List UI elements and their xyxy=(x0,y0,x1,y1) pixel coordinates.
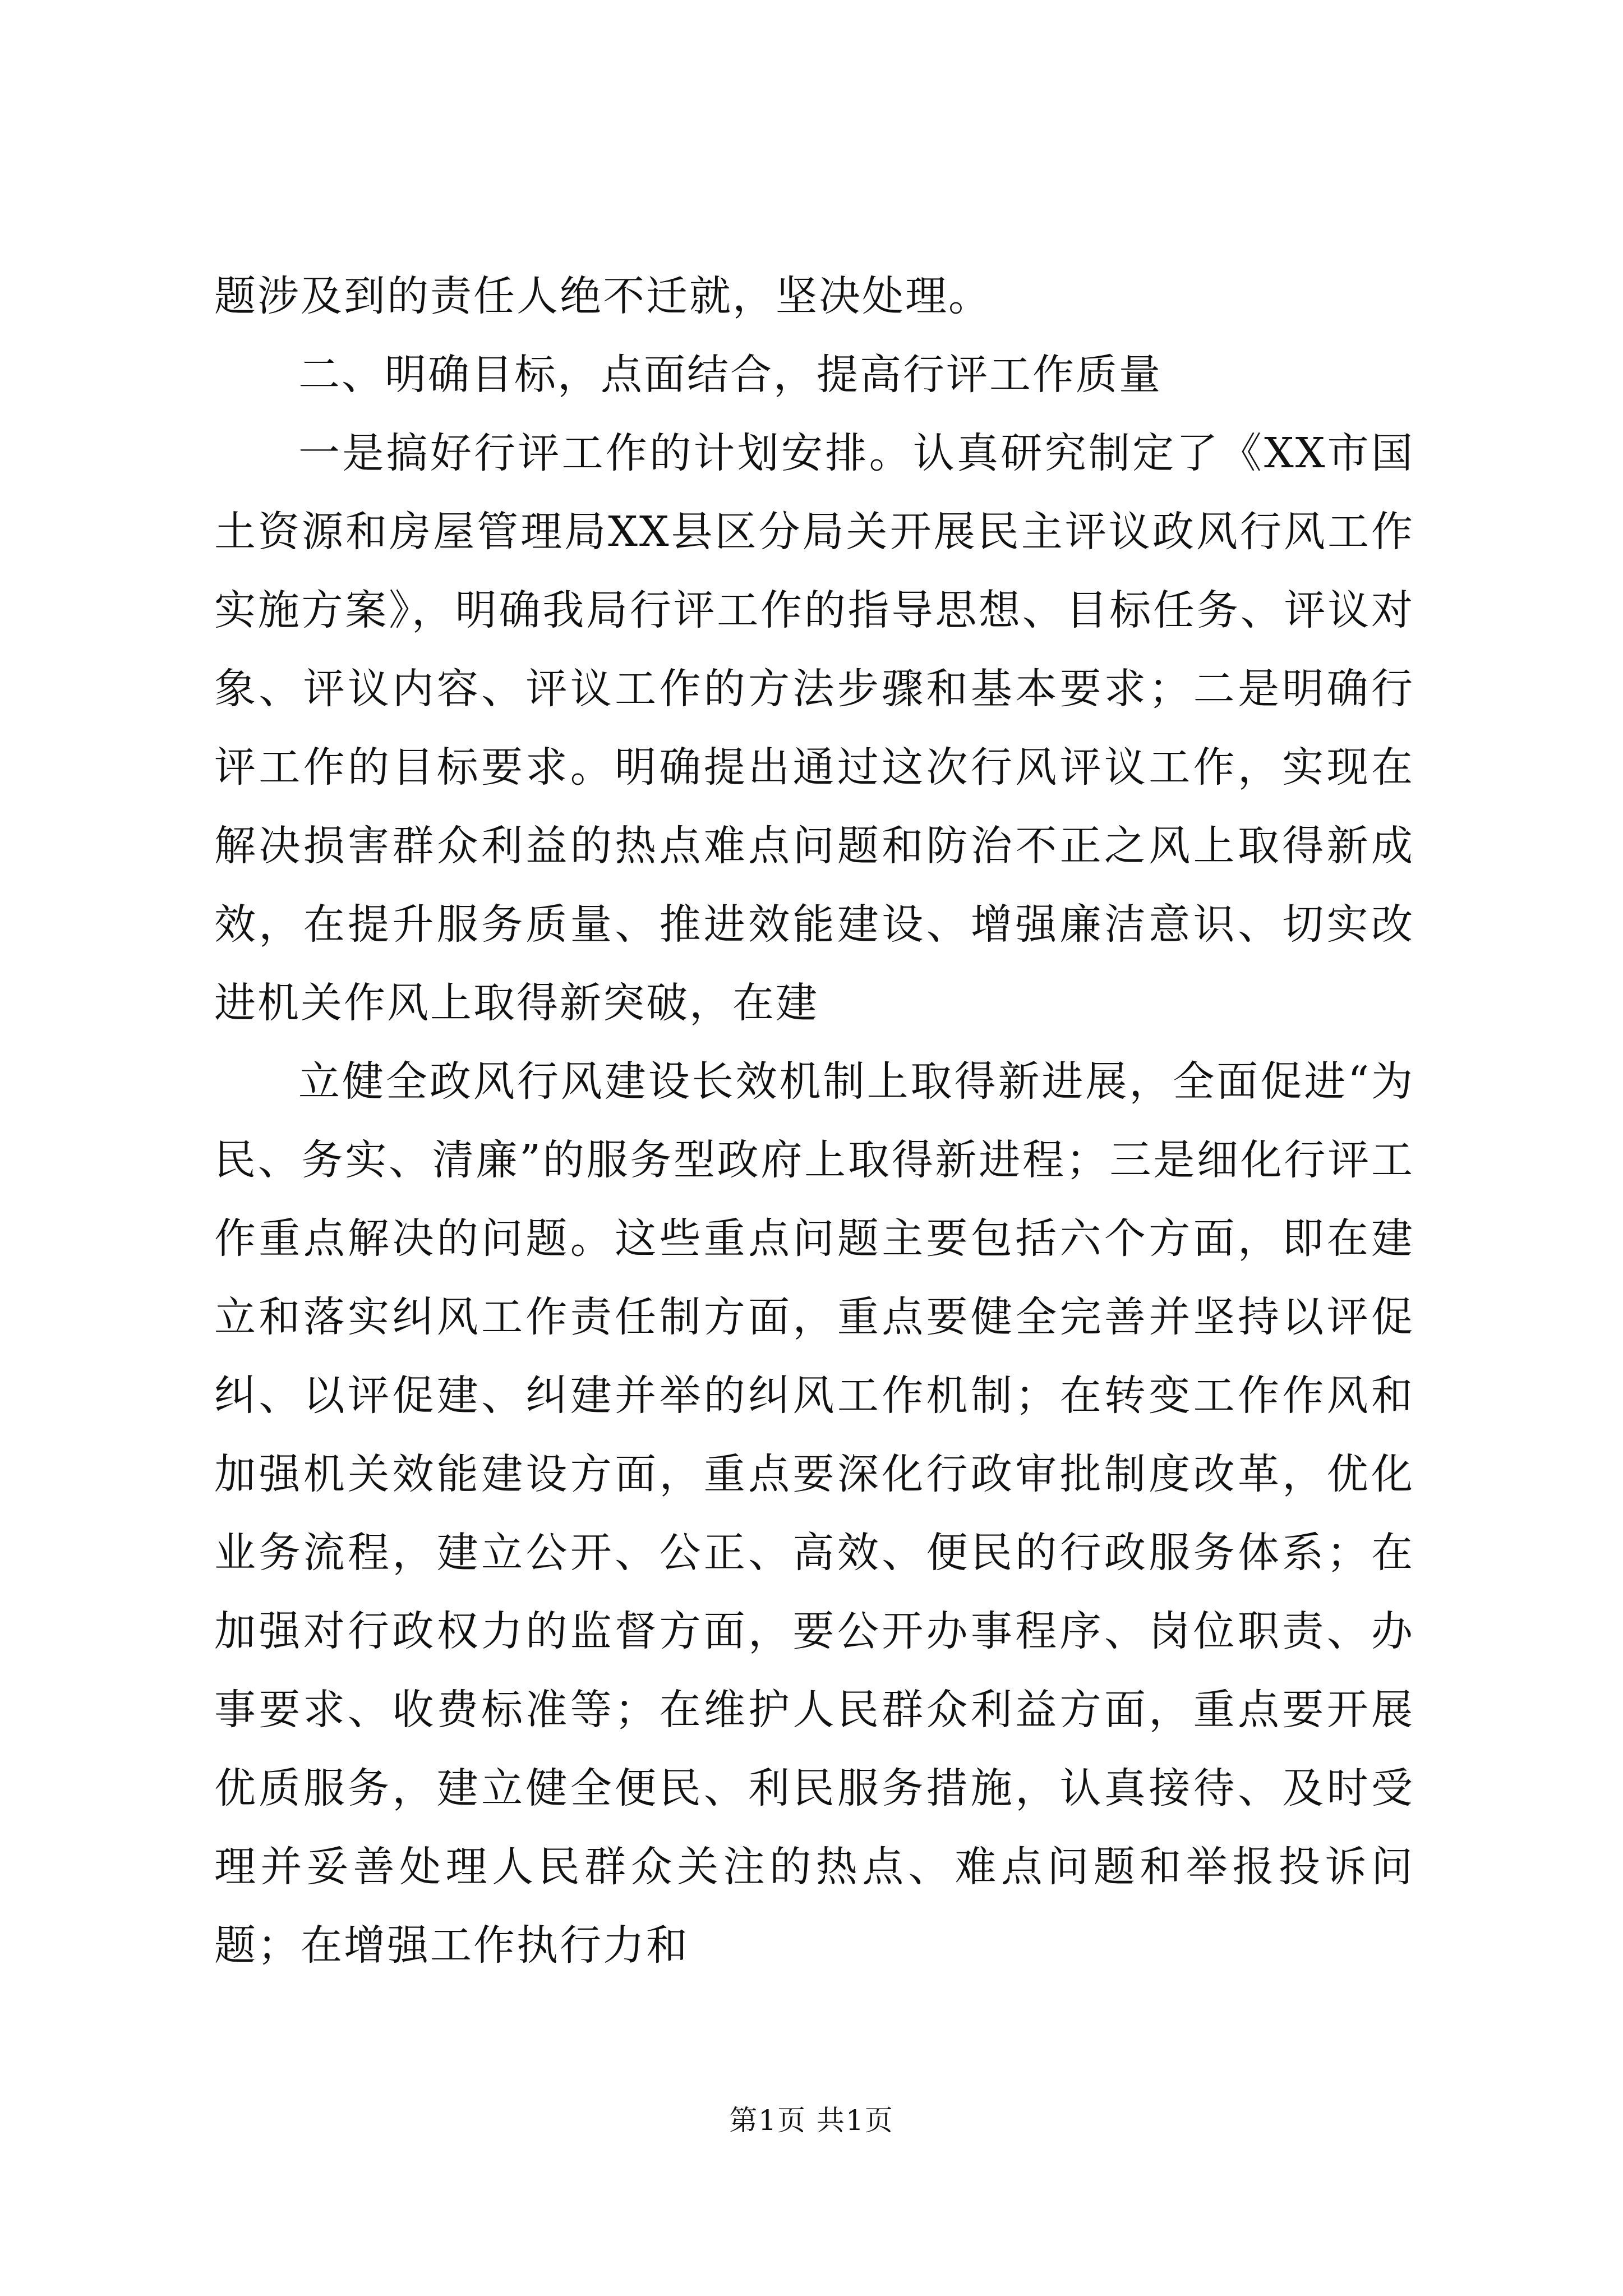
paragraph-plan: 一是搞好行评工作的计划安排。认真研究制定了《XX市国土资源和房屋管理局XX县区分局关开展民主评议政风行风工作实施方案》，明确我局行评工作的指导思想、目标任务、评议对象、评议内容、评议工作的方法步骤和基本要求；二是明确行评工作的目标要求。明确提出通过这次行风评议工作，实现在解决损害群众利益的热点难点问题和防治不正之风上取得新成效，在提升服务质量、推进效能建设、增强廉洁意识、切实改进机关作风上取得新突破，在建 xyxy=(214,429,1414,1027)
section-heading: 二、明确目标，点面结合，提高行评工作质量 xyxy=(298,351,1162,399)
paragraph-continuation: 题涉及到的责任人绝不迁就，坚决处理。 xyxy=(214,272,992,320)
page-footer: 第1页 共1页 xyxy=(729,2104,894,2137)
document-body xyxy=(214,257,1414,1985)
paragraph-mechanism: 立健全政风行风建设长效机制上取得新进展，全面促进“为民、务实、清廉”的服务型政府上取得新进程；三是细化行评工作重点解决的问题。这些重点问题主要包括六个方面，即在建立和落实纠风工作责任制方面，重点要健全完善并坚持以评促纠、以评促建、纠建并举的纠风工作机制；在转变工作作风和加强机关效能建设方面，重点要深化行政审批制度改革，优化业务流程，建立公开、公正、高效、便民的行政服务体系；在加强对行政权力的监督方面，要公开办事程序、岗位职责、办事要求、收费标准等；在维护人民群众利益方面，重点要开展优质服务，建立健全便民、利民服务措施，认真接待、及时受理并妥善处理人民群众关注的热点、难点问题和举报投诉问题；在增强工作执行力和 xyxy=(214,1057,1414,1970)
